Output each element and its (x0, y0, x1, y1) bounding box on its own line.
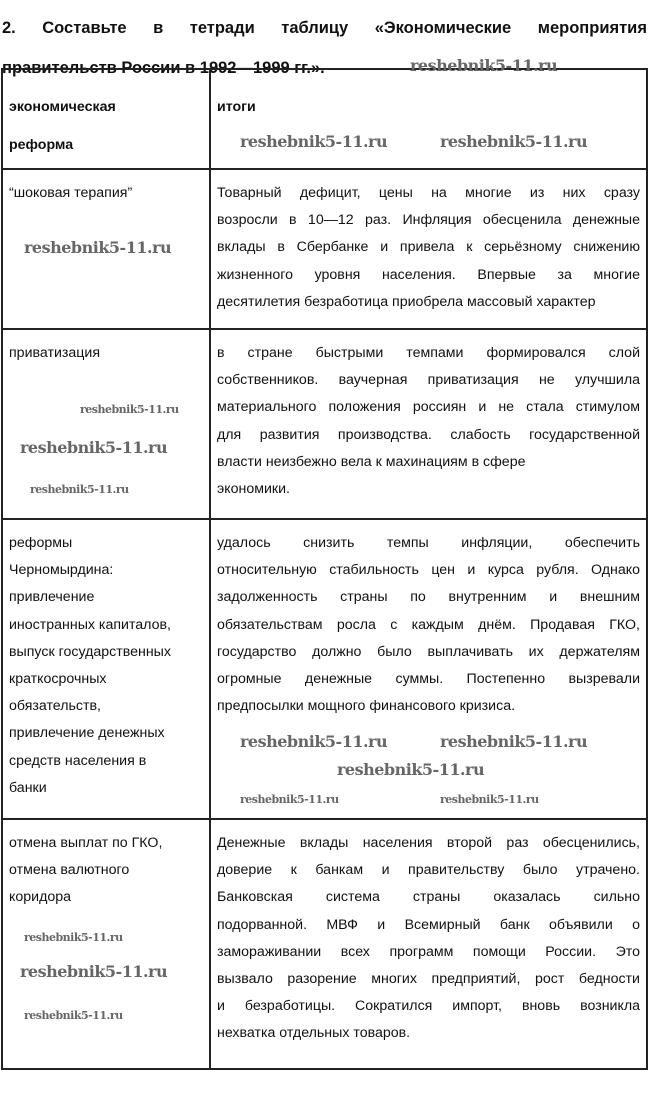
result-line: возросли в 10—12 раз. Инфляция обесценила денежные (217, 212, 640, 229)
reform-line: отмена валютного (9, 862, 130, 879)
reform-line: коридора (9, 889, 72, 906)
task-heading-line-1 (2, 8, 647, 48)
reform-line: банки (9, 779, 47, 796)
result-line: задолженность страны по внутренним и внешним (217, 589, 640, 606)
reform-line: отмена выплат по ГКО, (9, 835, 163, 851)
result-line: подорванной. МВФ и Всемирный банк объявили о (217, 916, 640, 933)
watermark: reshebnik5-11.ru (20, 962, 168, 981)
result-line: удалось снизить темпы инфляции, обеспечить (217, 535, 640, 551)
watermark: reshebnik5-11.ru (80, 403, 179, 416)
heading-word: таблицу (281, 19, 349, 37)
reform-line: Черномырдина: (9, 562, 114, 579)
result-line: вклады в Сбербанке и привела к серьёзному снижению (217, 239, 640, 256)
heading-word: мероприятия (537, 19, 647, 37)
reform-line: обязательств, (9, 698, 101, 715)
result-line: огромные денежные суммы. Постепенно вызревали (217, 671, 640, 688)
reform-line: реформы (9, 535, 73, 551)
result-cell (210, 169, 647, 329)
heading-word: тетради (189, 19, 255, 37)
reform-line: привлечение (9, 589, 95, 606)
reform-line: средств населения в (9, 752, 147, 769)
watermark: reshebnik5-11.ru (24, 931, 123, 944)
result-line: нехватка отдельных товаров. (217, 1025, 411, 1042)
result-line: государство должно было выплачивать их держателям (217, 643, 640, 660)
result-line: вызвало разорение многих предприятий, рост бедности (217, 971, 640, 988)
result-cell (210, 819, 647, 1069)
result-line: и безработицы. Сократился импорт, вновь возникла (217, 998, 640, 1015)
watermark: reshebnik5-11.ru (337, 760, 485, 779)
watermark: reshebnik5-11.ru (440, 793, 539, 806)
result-cell (210, 329, 647, 519)
result-line: замораживании всех программ помощи России. Это (217, 943, 640, 960)
reform-cell (2, 819, 210, 1069)
reform-line: приватизация (9, 345, 101, 361)
result-line: Товарный дефицит, цены на многие из них сразу (217, 185, 640, 201)
result-line: Денежные вклады населения второй раз обесценились, (217, 835, 640, 851)
result-line: экономики. (217, 481, 290, 498)
heading-word: 2. (2, 19, 16, 37)
watermark: reshebnik5-11.ru (440, 732, 588, 751)
result-line: доверие к банкам и правительству было утрачено. (217, 862, 640, 879)
heading-word: «Экономические (374, 19, 512, 37)
heading-word: в (153, 19, 164, 37)
result-line: собственников. ваучерная приватизация не улучшила (217, 372, 640, 389)
reform-line: выпуск государственных (9, 643, 171, 660)
result-line: для развития производства. слабость государственной (217, 426, 640, 443)
result-line: в стране быстрыми темпами формировался слой (217, 345, 640, 361)
table-row (2, 519, 647, 819)
result-line: Банковская система страны оказалась сильно (217, 889, 640, 906)
reform-line: “шоковая терапия” (9, 185, 133, 201)
result-line: обязательствам росла с каждым днём. Продавая ГКО, (217, 616, 640, 633)
result-line: относительную стабильность цен и курса рубля. Однако (217, 562, 640, 579)
header-results (210, 69, 647, 169)
header-reform (2, 69, 210, 169)
result-line: десятилетия безработица приобрела массовый характер (217, 293, 596, 310)
table-header-row (2, 69, 647, 169)
economic-measures-table (1, 68, 648, 1070)
header-text: экономическая (9, 99, 116, 115)
reform-line: краткосрочных (9, 671, 107, 688)
reform-line: иностранных капиталов, (9, 616, 171, 633)
result-line: предпосылки мощного финансового кризиса. (217, 698, 516, 715)
reform-cell (2, 519, 210, 819)
task-heading-line-2: правительств России в 1992—1999 гг.». (2, 59, 325, 77)
header-text: итоги (217, 99, 256, 115)
watermark: reshebnik5-11.ru (24, 238, 172, 257)
watermark: reshebnik5-11.ru (24, 1009, 123, 1022)
reform-line: привлечение денежных (9, 725, 165, 742)
header-text: реформа (9, 137, 74, 153)
table-row (2, 819, 647, 1069)
watermark: reshebnik5-11.ru (410, 56, 558, 75)
watermark: reshebnik5-11.ru (20, 438, 168, 457)
watermark: reshebnik5-11.ru (240, 132, 388, 151)
watermark: reshebnik5-11.ru (240, 793, 339, 806)
result-line: материального положения россиян и не стала стимулом (217, 399, 640, 416)
result-line: власти неизбежно вела к махинациям в сфере (217, 453, 526, 470)
result-line: жизненного уровня населения. Впервые за многие (217, 266, 640, 283)
watermark: reshebnik5-11.ru (240, 732, 388, 751)
watermark: reshebnik5-11.ru (30, 483, 129, 496)
heading-word: Составьте (42, 19, 127, 37)
watermark: reshebnik5-11.ru (440, 132, 588, 151)
